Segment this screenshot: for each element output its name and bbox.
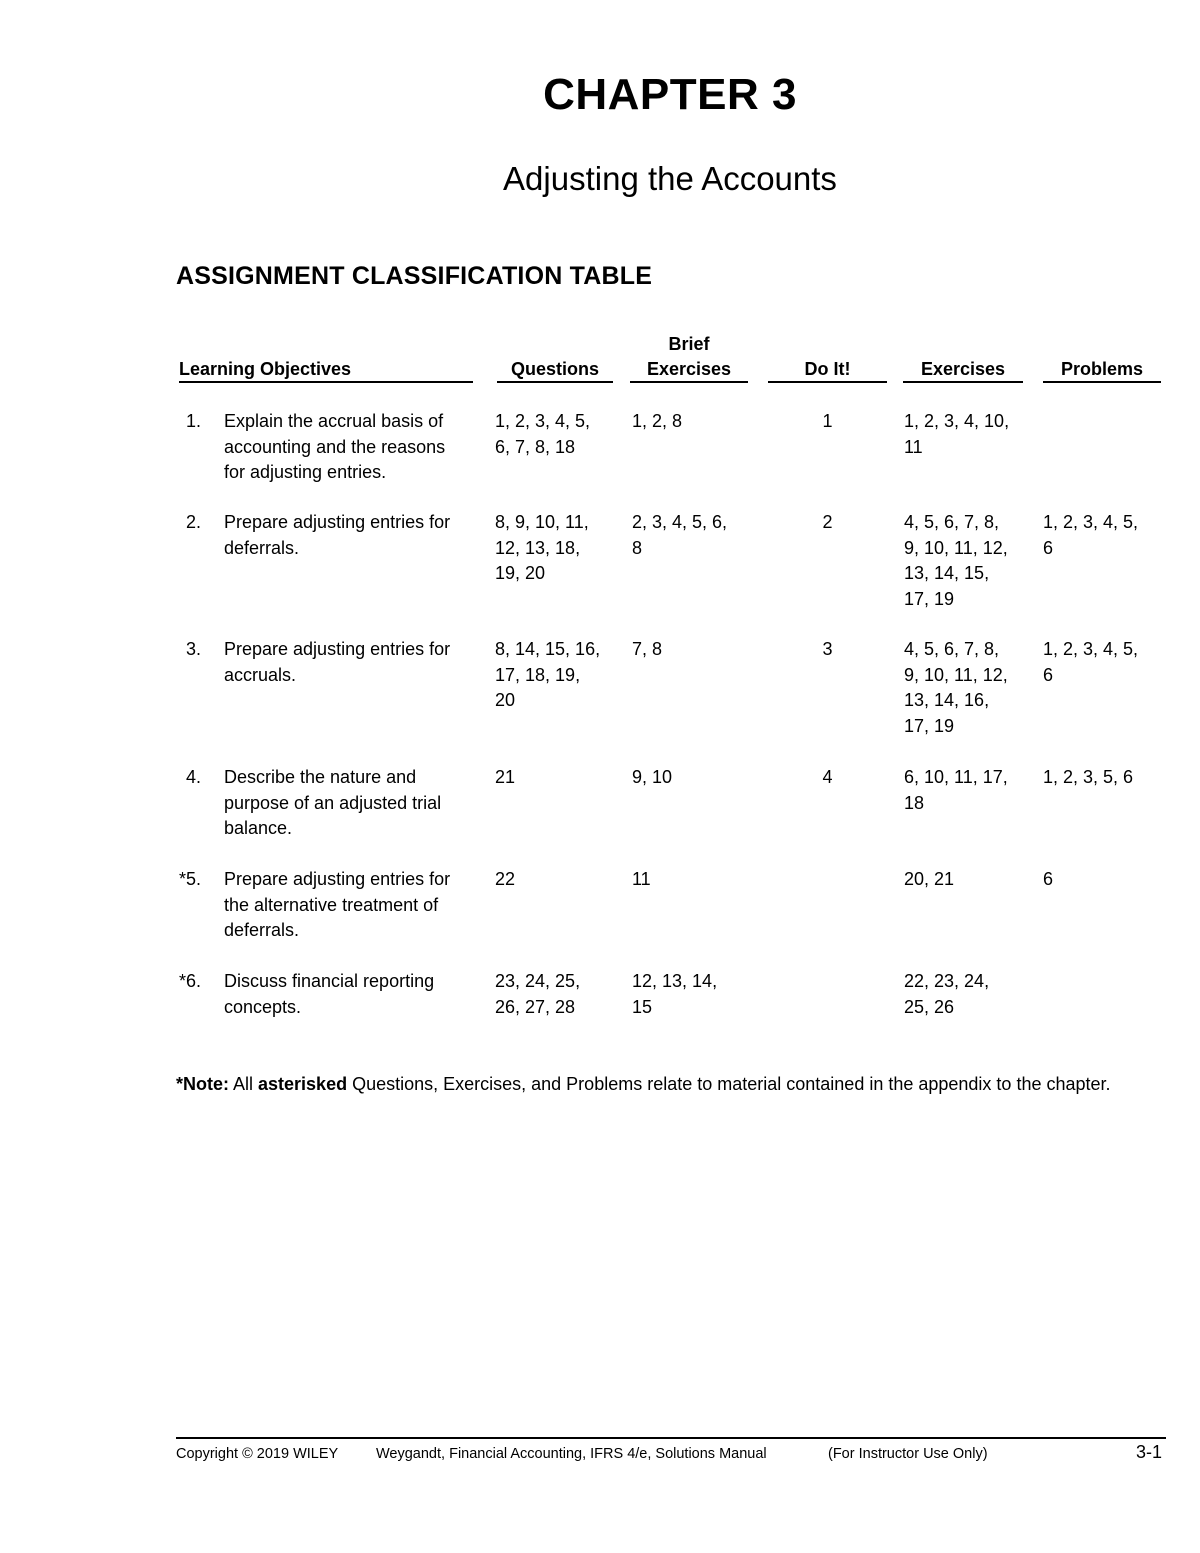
footer-rule [176,1437,1166,1439]
objective-number: 4. [186,767,202,787]
objective-number: 2. [186,512,202,532]
brief-exercises-cell: 2, 3, 4, 5, 6, 8 [632,512,728,558]
problems-cell: 1, 2, 3, 5, 6 [1043,767,1134,787]
col-header-do-it: Do It! [768,358,887,383]
exercises-cell: 4, 5, 6, 7, 8, 9, 10, 11, 12, 13, 14, 15, 17, 19 [904,512,1008,609]
questions-cell: 8, 14, 15, 16, 17, 18, 19, 20 [495,639,601,710]
chapter-title: CHAPTER 3 [543,70,797,119]
objective-number: *5. [179,869,202,889]
problems-cell: 6 [1043,869,1054,889]
do-it-cell: 4 [822,767,833,787]
brief-exercises-cell: 1, 2, 8 [632,411,683,431]
col-header-problems: Problems [1043,358,1161,383]
objective-text: Prepare adjusting entries for deferrals. [224,512,451,558]
brief-exercises-cell: 7, 8 [632,639,663,659]
objective-text: Discuss financial reporting concepts. [224,971,435,1017]
note-prefix: All [229,1074,259,1094]
questions-cell: 23, 24, 25, 26, 27, 28 [495,971,581,1017]
brief-exercises-cell: 11 [632,869,651,889]
objective-number: 1. [186,411,202,431]
note-text: Questions, Exercises, and Problems relate to material contained in the appendix to the chapter. [347,1074,1111,1094]
note-label: *Note: [176,1074,229,1094]
questions-cell: 21 [495,767,516,787]
footnote [176,1071,1164,1097]
do-it-cell: 2 [822,512,833,532]
objective-text: Explain the accrual basis of accounting and the reasons for adjusting entries. [224,411,446,482]
objective-number: *6. [179,971,202,991]
exercises-cell: 4, 5, 6, 7, 8, 9, 10, 11, 12, 13, 14, 16, 17, 19 [904,639,1008,736]
chapter-subtitle: Adjusting the Accounts [503,160,837,197]
problems-cell: 1, 2, 3, 4, 5, 6 [1043,639,1139,685]
questions-cell: 22 [495,869,516,889]
objective-number: 3. [186,639,202,659]
questions-cell: 1, 2, 3, 4, 5, 6, 7, 8, 18 [495,411,591,457]
col-header-objectives: Learning Objectives [179,358,473,383]
do-it-cell: 3 [822,639,833,659]
objective-text: Describe the nature and purpose of an adjusted trial balance. [224,767,442,838]
table-heading: ASSIGNMENT CLASSIFICATION TABLE [176,262,653,290]
objective-text: Prepare adjusting entries for the alternative treatment of deferrals. [224,869,451,940]
do-it-cell: 1 [822,411,833,431]
note-emphasis: asterisked [258,1074,348,1094]
questions-cell: 8, 9, 10, 11, 12, 13, 18, 19, 20 [495,512,589,583]
page-number: 3-1 [1136,1442,1163,1462]
col-header-brief-top: Brief [668,334,710,354]
exercises-cell: 22, 23, 24, 25, 26 [904,971,990,1017]
problems-cell: 1, 2, 3, 4, 5, 6 [1043,512,1139,558]
col-header-questions: Questions [497,358,613,383]
footer-copyright: Copyright © 2019 WILEY [176,1446,339,1462]
footer-usage: (For Instructor Use Only) [828,1446,988,1462]
exercises-cell: 20, 21 [904,869,955,889]
brief-exercises-cell: 9, 10 [632,767,673,787]
objective-text: Prepare adjusting entries for accruals. [224,639,451,685]
col-header-brief-exercises: Exercises [630,358,748,383]
exercises-cell: 6, 10, 11, 17, 18 [904,767,1008,813]
brief-exercises-cell: 12, 13, 14, 15 [632,971,718,1017]
col-header-exercises: Exercises [903,358,1023,383]
footer-book-title: Weygandt, Financial Accounting, IFRS 4/e, Solutions Manual [376,1446,767,1462]
exercises-cell: 1, 2, 3, 4, 10, 11 [904,411,1010,457]
